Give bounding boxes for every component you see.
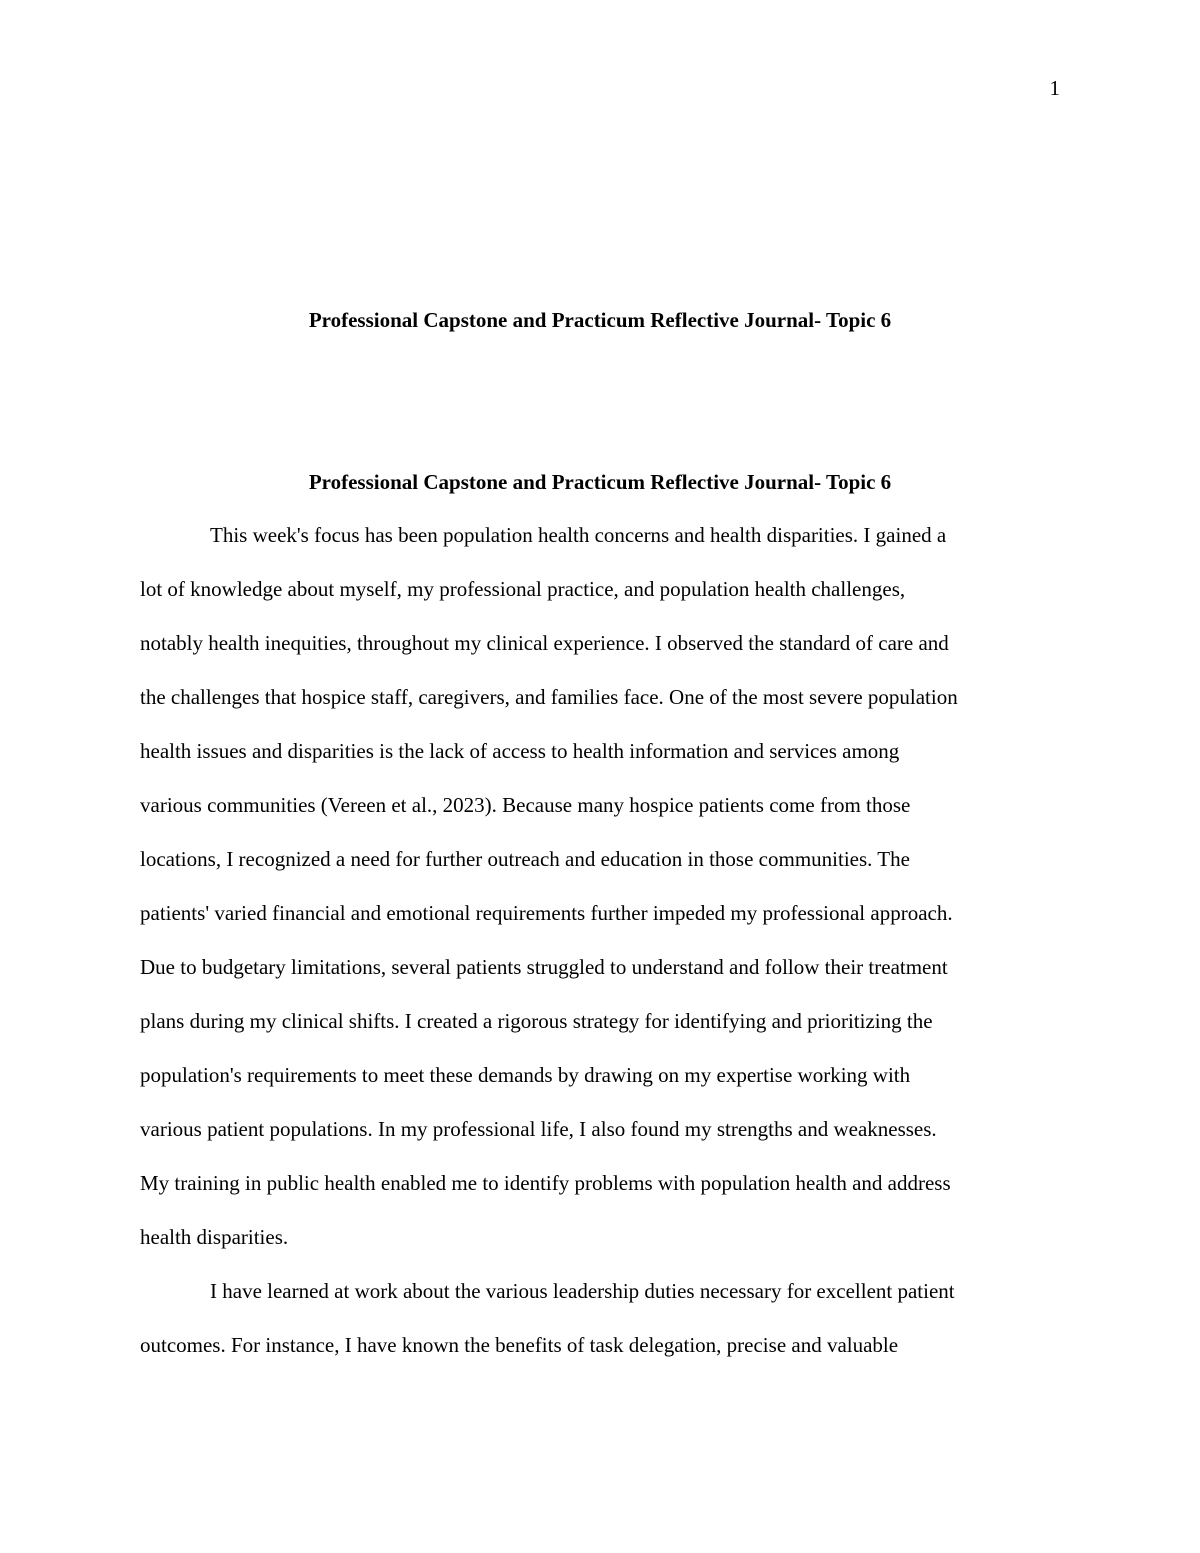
paragraph-line: various patient populations. In my professional life, I also found my strengths and weaknesses. bbox=[140, 1117, 937, 1141]
paragraph-line: various communities (Vereen et al., 2023). Because many hospice patients come from those bbox=[140, 793, 911, 817]
title-page-heading: Professional Capstone and Practicum Reflective Journal- Topic 6 bbox=[308, 308, 892, 332]
body-text bbox=[140, 508, 1062, 1372]
paragraph-line: outcomes. For instance, I have known the benefits of task delegation, precise and valuable bbox=[140, 1333, 899, 1357]
paragraph-line: My training in public health enabled me to identify problems with population health and address bbox=[140, 1171, 951, 1195]
paragraph-line: I have learned at work about the various leadership duties necessary for excellent patient bbox=[210, 1279, 955, 1303]
body-heading: Professional Capstone and Practicum Reflective Journal- Topic 6 bbox=[308, 470, 892, 494]
paragraph-2 bbox=[140, 1264, 1062, 1372]
paragraph-line: health issues and disparities is the lack of access to health information and services among bbox=[140, 739, 900, 763]
paragraph-line: health disparities. bbox=[140, 1225, 289, 1249]
paragraph-line: This week's focus has been population health concerns and health disparities. I gained a bbox=[210, 523, 947, 547]
paragraph-line: locations, I recognized a need for further outreach and education in those communities. The bbox=[140, 847, 910, 871]
paragraph-line: patients' varied financial and emotional requirements further impeded my professional approach. bbox=[140, 901, 953, 925]
page-number: 1 bbox=[1049, 76, 1060, 100]
paragraph-line: population's requirements to meet these demands by drawing on my expertise working with bbox=[140, 1063, 911, 1087]
paragraph-line: Due to budgetary limitations, several patients struggled to understand and follow their treatment bbox=[140, 955, 948, 979]
paragraph-line: the challenges that hospice staff, caregivers, and families face. One of the most severe population bbox=[140, 685, 958, 709]
paragraph-line: notably health inequities, throughout my clinical experience. I observed the standard of care and bbox=[140, 631, 949, 655]
paragraph-1 bbox=[140, 508, 1062, 1264]
paragraph-line: plans during my clinical shifts. I created a rigorous strategy for identifying and prioritizing the bbox=[140, 1009, 933, 1033]
paragraph-line: lot of knowledge about myself, my professional practice, and population health challenges, bbox=[140, 577, 906, 601]
